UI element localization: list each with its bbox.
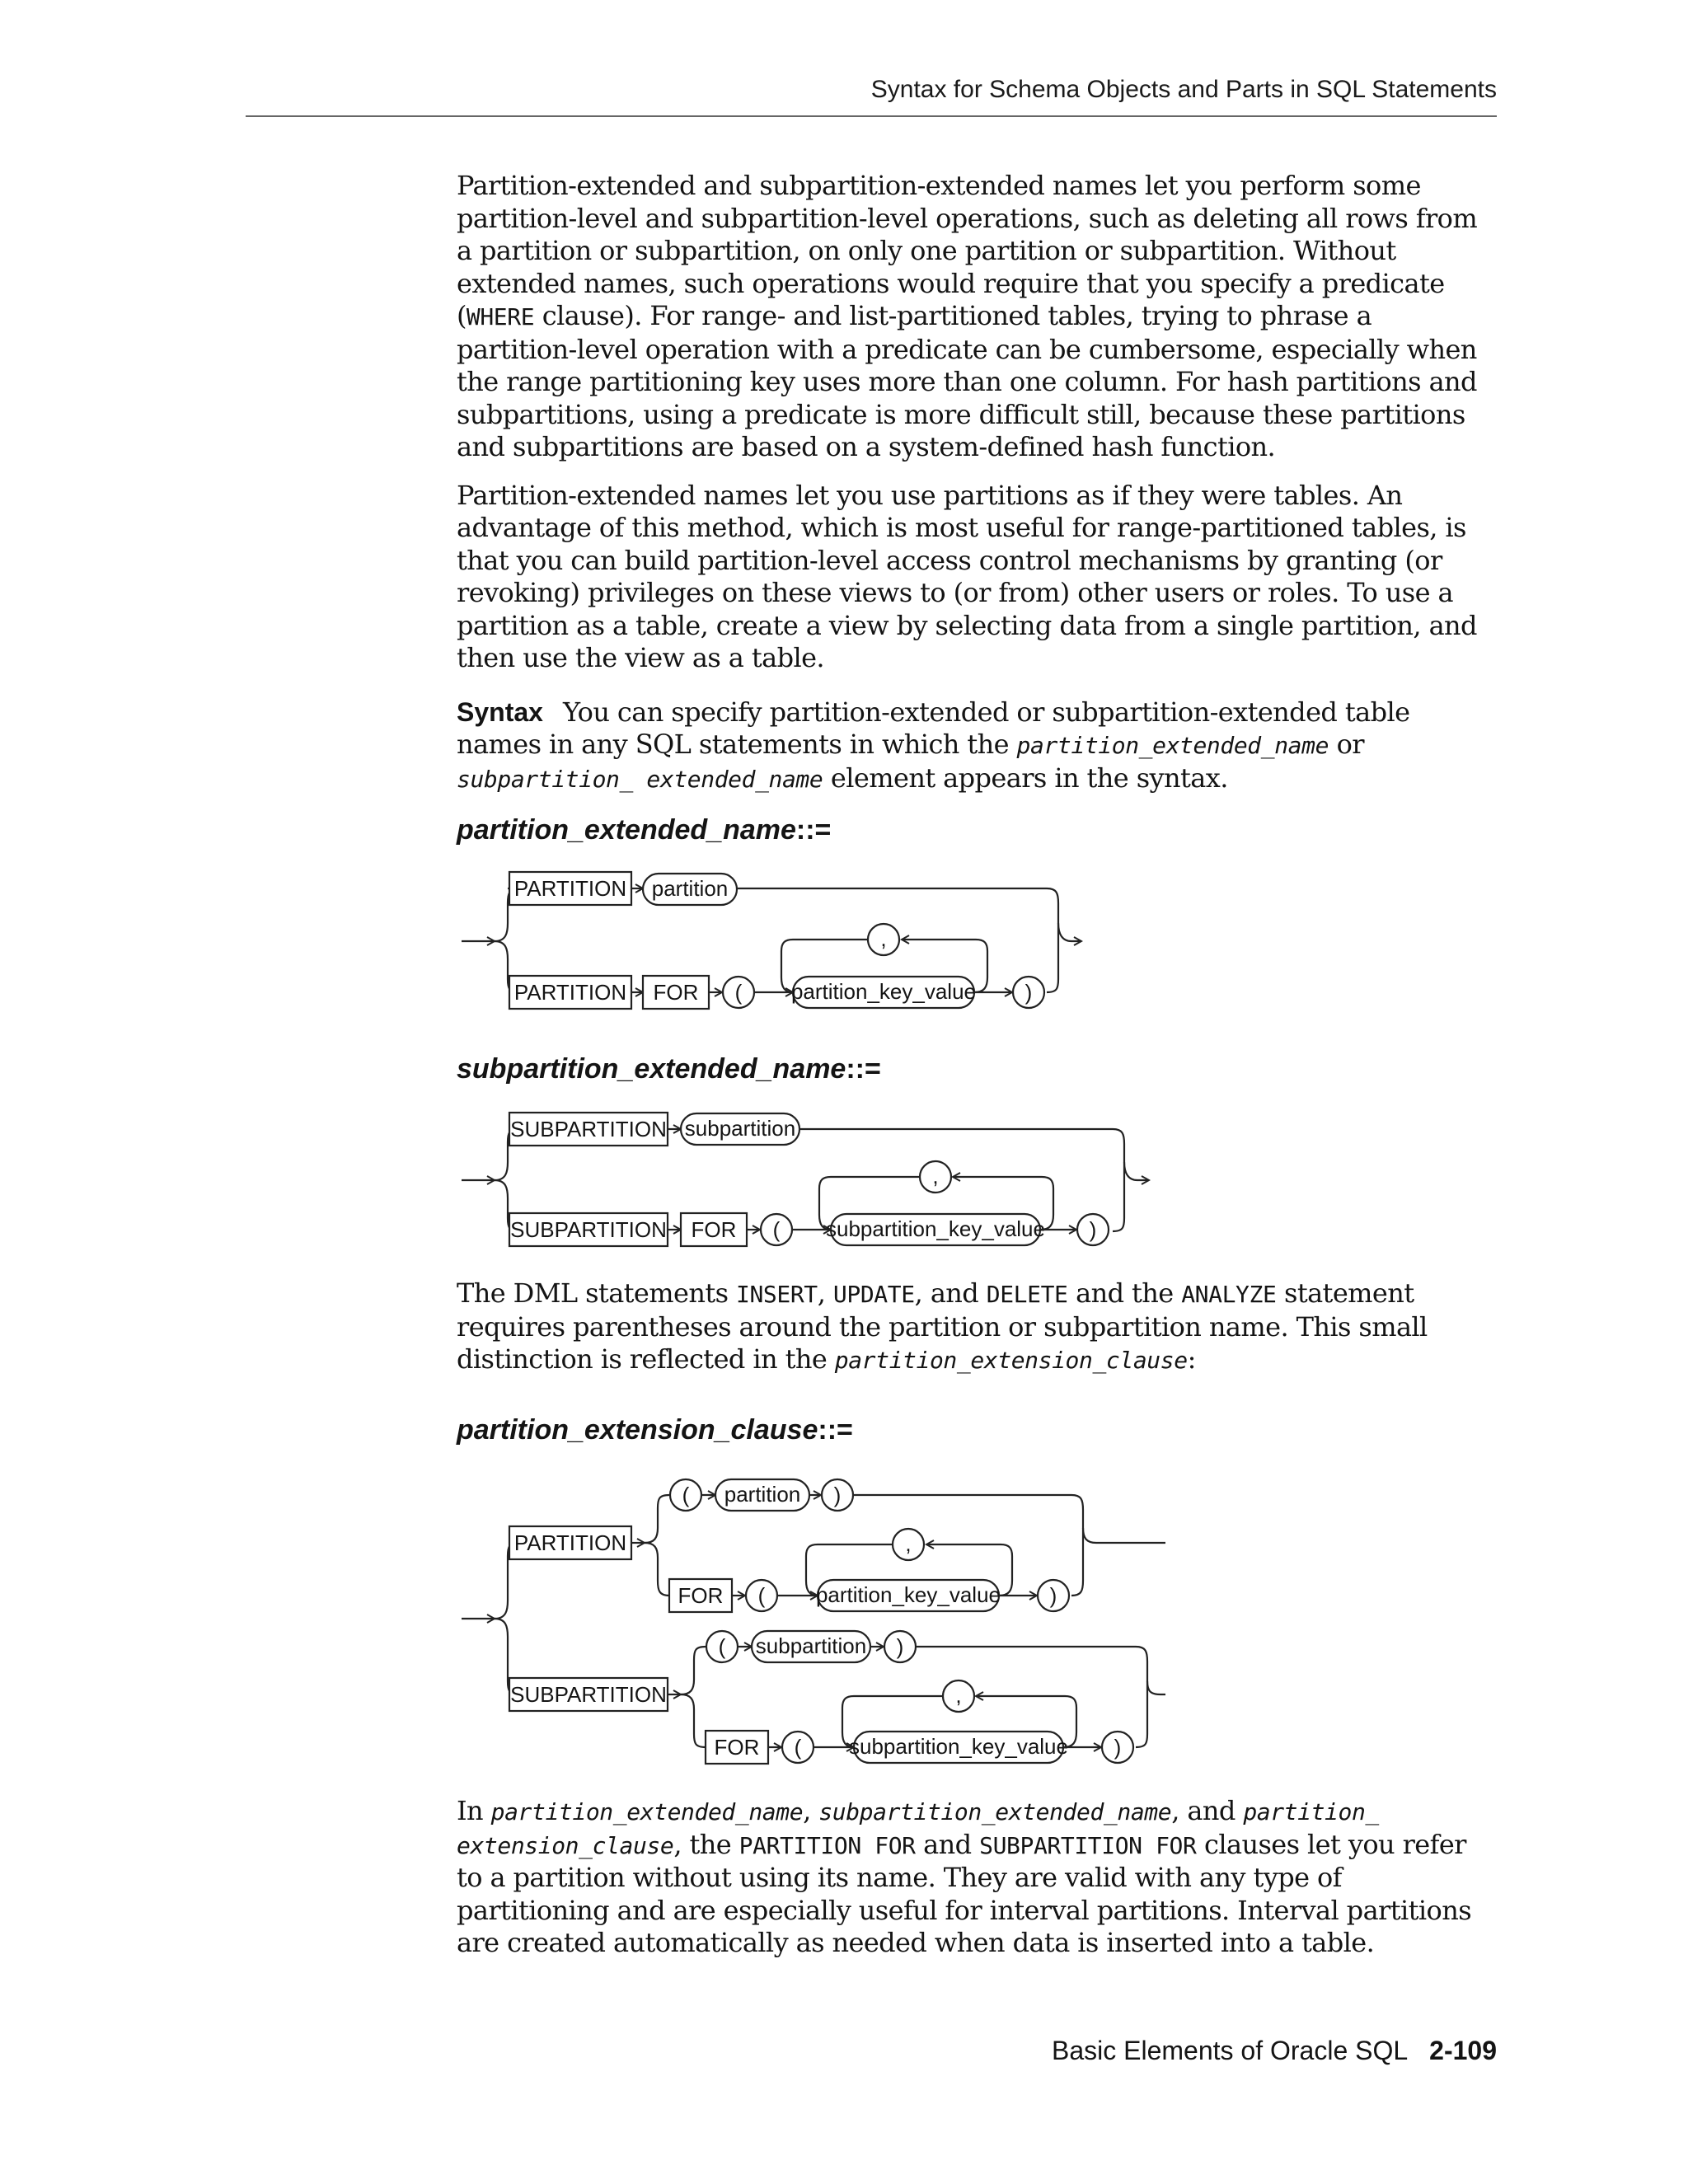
- code-partition-extension-clause: partition_extension_clause: [834, 1347, 1188, 1374]
- svg-text:subpartition_key_value: subpartition_key_value: [849, 1734, 1068, 1759]
- intro-text-1: Partition-extended and subpartition-extended names let you perform some partition-level and subpartition-level operations, such as deleting all rows from a partition or subpartition, on only one partition or subpartition. Without extended names, such operations would require that you specify a predicate (: [457, 170, 1478, 331]
- svg-text:partition: partition: [724, 1482, 801, 1507]
- svg-text:subpartition: subpartition: [684, 1116, 796, 1141]
- svg-text:): ): [833, 1483, 842, 1507]
- svg-text:,: ,: [880, 926, 887, 951]
- svg-text:PARTITION: PARTITION: [513, 980, 627, 1005]
- svg-text:(: (: [757, 1583, 766, 1608]
- kw-partition-1-label: PARTITION: [513, 876, 627, 901]
- code-where: WHERE: [466, 303, 535, 330]
- svg-text:): ): [1089, 1217, 1097, 1242]
- svg-text:,: ,: [932, 1164, 939, 1188]
- code-insert: INSERT: [736, 1281, 818, 1308]
- intro-text-2: clause). For range- and list-partitioned tables, trying to phrase a partition-level operation with a predicate can be cumbersome, especially when the range partitioning key uses more than one column. For hash partitions and subpartitions, using a predicate is more difficult still, because these partitions and subpartitions are based on a system-defined hash function.: [457, 300, 1477, 462]
- svg-text:subpartition_key_value: subpartition_key_value: [826, 1216, 1045, 1241]
- code-subpartition-for: SUBPARTITION FOR: [979, 1831, 1197, 1859]
- syntax-label: Syntax: [457, 696, 543, 727]
- final-text-block: [457, 1795, 1497, 1975]
- running-header: Syntax for Schema Objects and Parts in SQL Statements: [870, 76, 1497, 103]
- svg-text:(: (: [682, 1483, 690, 1507]
- svg-text:): ): [896, 1634, 904, 1659]
- code-delete: DELETE: [986, 1281, 1068, 1308]
- code-update: UPDATE: [832, 1281, 915, 1308]
- diagram-partition-extended-name: [462, 872, 1081, 1009]
- svg-text:FOR: FOR: [653, 980, 699, 1005]
- svg-text:): ): [1049, 1583, 1057, 1608]
- svg-text:FOR: FOR: [691, 1217, 737, 1242]
- svg-text:FOR: FOR: [678, 1583, 724, 1608]
- svg-text:FOR: FOR: [714, 1735, 760, 1760]
- section-title-subpartition-extended-name: subpartition_extended_name::=: [457, 1053, 881, 1085]
- advantage-paragraph: Partition-extended names let you use partitions as if they were tables. An advantage of this method, which is most useful for range-partitioned tables, is that you can build partition-level access control mechanisms by granting (or revoking) privileges on these views to (or from) other users or roles. To use a partition as a table, create a view by selecting data from a single partition, and then use the view as a table.: [457, 479, 1477, 673]
- syntax-text-1: You can specify partition-extended or subpartition-extended table names in any SQL statements in which the: [457, 696, 1410, 760]
- svg-text:,: ,: [905, 1531, 912, 1556]
- code-partition-for: PARTITION FOR: [738, 1831, 916, 1859]
- section-title-partition-extended-name: partition_extended_name::=: [457, 814, 832, 846]
- diagram-partition-extension-clause: [462, 1479, 1165, 1764]
- dml-paragraph: The DML statements INSERT, UPDATE, and DELETE and the ANALYZE statement requires parentheses around the partition or subpartition name. This small distinction is reflected in the partition_extension_clause:: [457, 1277, 1428, 1375]
- code-analyze: ANALYZE: [1181, 1281, 1277, 1308]
- svg-text:partition_key_value: partition_key_value: [790, 979, 977, 1004]
- svg-text:): ): [1114, 1735, 1122, 1760]
- footer-book-title: Basic Elements of Oracle SQL: [1051, 2036, 1409, 2065]
- dml-text-block: [457, 1277, 1497, 1393]
- final-paragraph: In partition_extended_name, subpartition_extended_name, and partition_ extension_clause, the PARTITION FOR and SUBPARTITION FOR clauses let you refer to a partition without using its name. They are valid with any type of partitioning and are especially useful for interval partitions. Interval partitions are created automatically as needed when data is inserted into a table.: [457, 1795, 1472, 1958]
- svg-text:,: ,: [955, 1683, 962, 1708]
- page-footer: [1052, 2036, 1497, 2066]
- diagram-subpartition-extended-name: [462, 1113, 1149, 1246]
- svg-text:SUBPARTITION: SUBPARTITION: [510, 1682, 667, 1707]
- svg-text:(: (: [734, 980, 743, 1005]
- page-number: 2-109: [1429, 2036, 1497, 2065]
- nt-partition-1-label: partition: [651, 876, 729, 901]
- syntax-text-2: or: [1329, 729, 1364, 760]
- svg-text:(: (: [794, 1735, 802, 1760]
- svg-text:(: (: [718, 1634, 726, 1659]
- svg-text:): ): [1025, 980, 1033, 1005]
- svg-text:(: (: [772, 1217, 781, 1242]
- svg-text:PARTITION: PARTITION: [513, 1530, 627, 1555]
- code-subpartition-extended-name: subpartition_ extended_name: [457, 765, 823, 793]
- svg-text:partition_key_value: partition_key_value: [815, 1582, 1001, 1607]
- svg-text:SUBPARTITION: SUBPARTITION: [510, 1117, 667, 1141]
- svg-text:subpartition: subpartition: [755, 1633, 867, 1658]
- svg-text:SUBPARTITION: SUBPARTITION: [510, 1217, 667, 1242]
- section-title-partition-extension-clause: partition_extension_clause::=: [457, 1414, 853, 1446]
- syntax-text-3: element appears in the syntax.: [823, 762, 1228, 794]
- code-partition-extended-name: partition_extended_name: [1016, 732, 1329, 759]
